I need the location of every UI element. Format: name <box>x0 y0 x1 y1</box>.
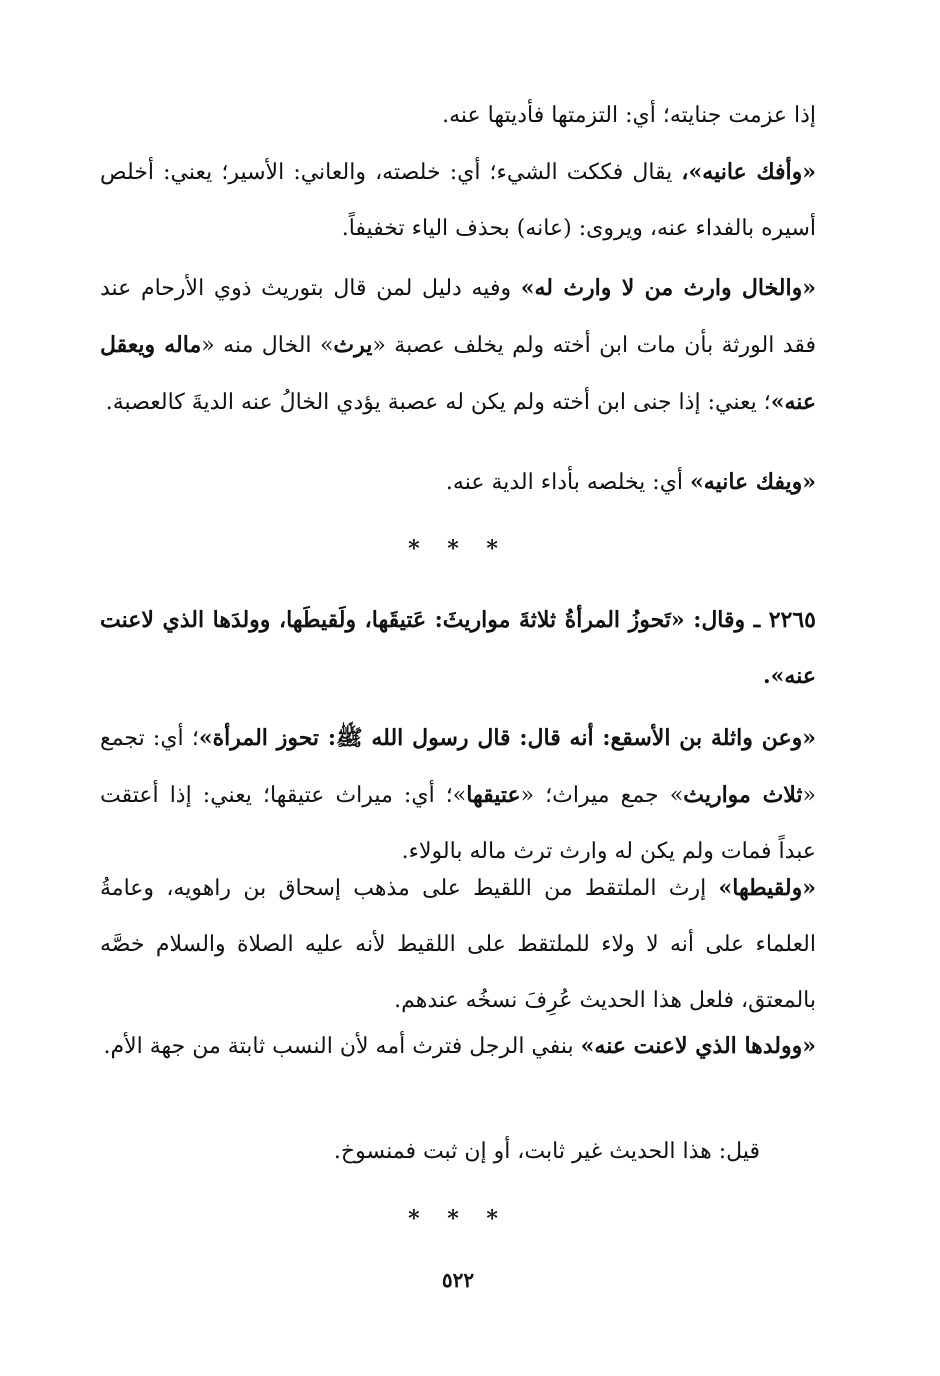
paragraph-1: إذا عزمت جنايته؛ أي: التزمتها فأديتها عنه. <box>442 103 816 128</box>
bold-phrase: ماله ويعقل عنه» <box>100 332 816 415</box>
bold-phrase: «وأفك عانيه»، <box>681 159 816 185</box>
paragraph-text: وفيه دليل لمن قال بتوريث ذوي الأرحام عند فقد الورثة بأن مات ابن أخته ولم يخلف عصبة « <box>100 276 816 358</box>
paragraph-text: »؛ أي: ميراث عتيقها؛ يعني: إذا أعتقت عبداً فمات ولم يكن له وارث ترث ماله بالولاء. <box>100 783 816 864</box>
bold-phrase: يرث <box>333 332 373 358</box>
paragraph-8 <box>100 1018 816 1075</box>
paragraph-7 <box>100 860 816 1029</box>
paragraph-2 <box>100 144 816 257</box>
paragraph-text: يقال فككت الشيء؛ أي: خلصته، والعاني: الأسير؛ يعني: أخلص أسيره بالفداء عنه، ويروى: (عانه) بحذف الياء تخفيفاً. <box>100 160 816 241</box>
bold-phrase: «والخال وارث من لا وارث له» <box>520 275 816 301</box>
paragraph-text: أي: يخلصه بأداء الدية عنه. <box>445 470 691 495</box>
bold-phrase: عتيقها <box>466 782 521 808</box>
bold-phrase: «ولقيطها» <box>718 875 816 901</box>
page-number: ٥٢٢ <box>441 1268 475 1292</box>
paragraph-text: إرث الملتقط من اللقيط على مذهب إسحاق بن راهويه، وعامةُ العلماء على أنه لا ولاء للملتقط على اللقيط لأنه عليه الصلاة والسلام خصَّه بالمعتق، فلعل هذا الحديث عُرِفَ نسخُه عندهم. <box>100 876 816 1013</box>
bold-phrase: «وولدها الذي لاعنت عنه» <box>580 1033 816 1059</box>
paragraph-3 <box>100 260 816 431</box>
paragraph-text: » الخال منه « <box>201 333 334 358</box>
paragraph-text: ؛ أي: تجمع « <box>100 726 817 808</box>
paragraph-9: قيل: هذا الحديث غير ثابت، أو إن ثبت فمنسوخ. <box>333 1139 760 1164</box>
paragraph-text: » جمع ميراث؛ « <box>520 783 684 808</box>
paragraph-4 <box>100 454 816 511</box>
paragraph-text: ؛ يعني: إذا جنى ابن أخته ولم يكن له عصبة يؤدي الخالُ عنه الديةَ كالعصبة. <box>105 390 771 415</box>
bold-phrase: «ويفك عانيه» <box>690 469 816 495</box>
paragraph-text: بنفي الرجل فترث أمه لأن النسب ثابتة من جهة الأم. <box>103 1034 581 1059</box>
section-separator-2: * * * <box>408 1206 508 1232</box>
bold-phrase: ثلاث مواريث <box>683 782 803 808</box>
bold-phrase: «وعن واثلة بن الأسقع: أنه قال: قال رسول الله ﷺ: تحوز المرأة» <box>198 725 816 751</box>
hadith-heading: ٢٢٦٥ ـ وقال: «تَحوزُ المرأةُ ثلاثةَ مواريثَ: عَتيقَها، ولَقيطَها، وولدَها الذي لاعنت عنه». <box>100 607 816 689</box>
paragraph-6 <box>100 710 816 880</box>
section-separator: * * * <box>408 536 508 562</box>
